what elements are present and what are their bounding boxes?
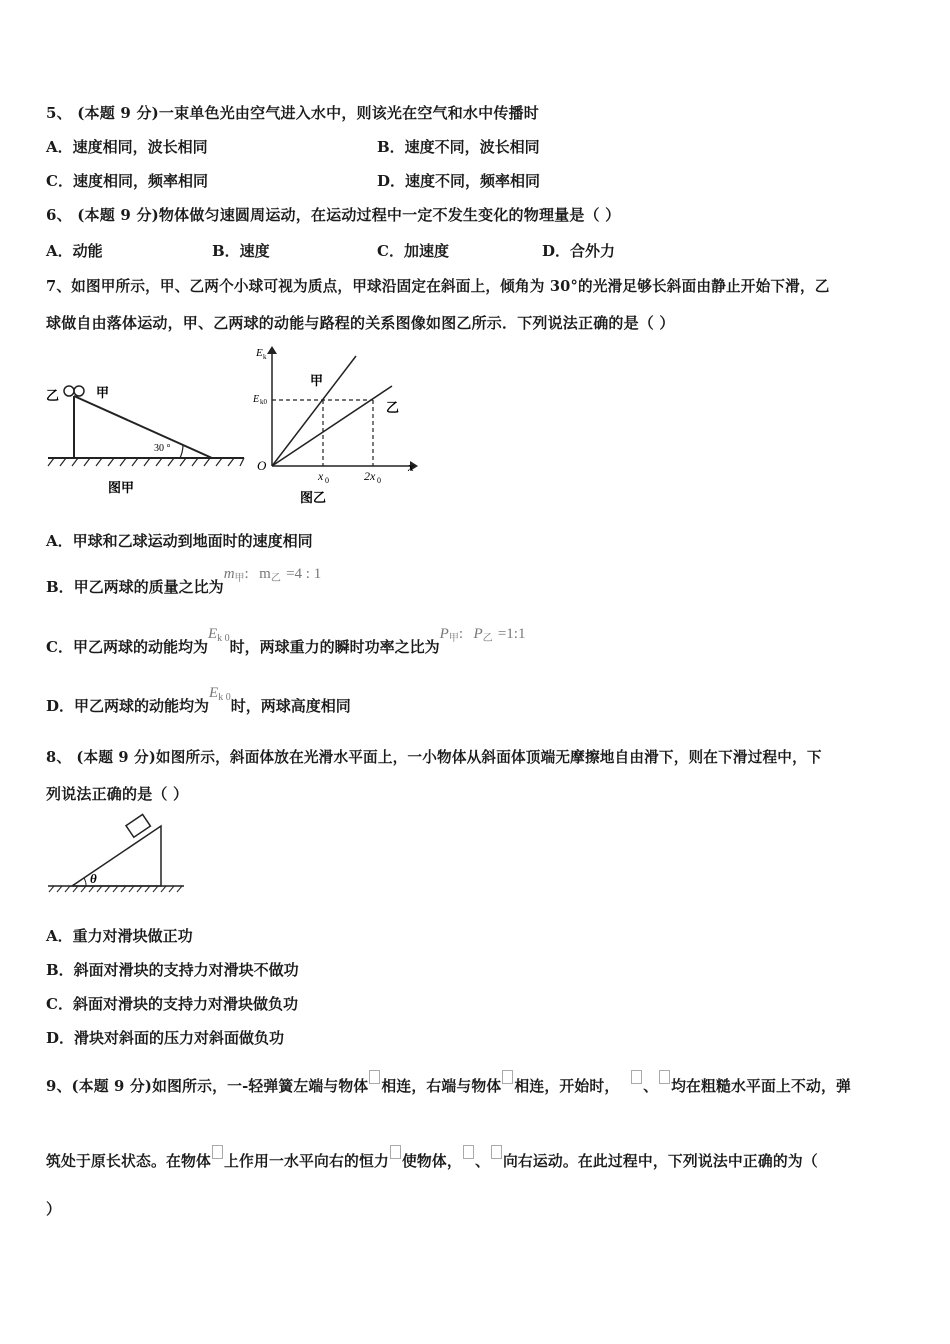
- placeholder-box: [212, 1145, 223, 1159]
- fig1-angle: 30 °: [154, 443, 171, 454]
- placeholder-box: [659, 1070, 670, 1084]
- q6-option-a: A．动能: [46, 242, 103, 260]
- q8-option-c: C．斜面对滑块的支持力对滑块做负功: [46, 995, 298, 1013]
- sliding-block: [126, 814, 150, 837]
- q8-figure-incline: [46, 812, 186, 897]
- q7-stem-line2: 球做自由落体运动，甲、乙两球的动能与路程的关系图像如图乙所示．下列说法正确的是（ ）: [46, 314, 675, 332]
- fig2-axis-y: E: [256, 347, 263, 359]
- q8-stem-line2: 列说法正确的是（ ）: [46, 785, 189, 803]
- fig2-line-yi: 乙: [386, 400, 400, 415]
- fig2-tick2: 2x: [364, 469, 376, 483]
- fig2-tick2-sub: 0: [377, 476, 381, 485]
- q7-option-b: B．甲乙两球的质量之比为$m_甲$: $m_乙 =4$ : 1: [46, 566, 322, 596]
- q5-option-a: A．速度相同，波长相同: [46, 138, 208, 156]
- q7-figure-graph: [252, 340, 422, 510]
- q8-option-d: D．滑块对斜面的压力对斜面做负功: [46, 1029, 285, 1047]
- q7-figure-incline: [44, 370, 249, 500]
- q7-option-a: A．甲球和乙球运动到地面时的速度相同: [46, 532, 313, 550]
- fig1-label-yi: 乙: [46, 388, 60, 403]
- fig2-axis-y-sub: k: [263, 353, 267, 361]
- q7-option-d: D．甲乙两球的动能均为$E_{k 0}$时，两球高度相同: [46, 685, 351, 715]
- q6-option-b: B．速度: [212, 242, 270, 260]
- q7-option-c: C．甲乙两球的动能均为$E_{k 0}$时，两球重力的瞬时功率之比为$P_甲$: $P_乙$ =1:1: [46, 626, 526, 656]
- placeholder-box: [369, 1070, 380, 1084]
- fig2-tick1: x: [318, 469, 324, 483]
- placeholder-box: [502, 1070, 513, 1084]
- q7-stem-line1: 7、如图甲所示，甲、乙两个小球可视为质点，甲球沿固定在斜面上，倾角为 30°的光滑足够长斜面由静止开始下滑，乙: [46, 278, 830, 295]
- q5-stem: 5、 (本题 9 分)一束单色光由空气进入水中，则该光在空气和水中传播时: [46, 104, 539, 122]
- placeholder-box: [390, 1145, 401, 1159]
- q6-stem: 6、 (本题 9 分)物体做匀速圆周运动，在运动过程中一定不发生变化的物理量是（ ）: [46, 206, 621, 224]
- fig2-origin: O: [257, 458, 267, 473]
- q5-option-b: B．速度不同，波长相同: [377, 138, 540, 156]
- fig-theta: θ: [90, 871, 97, 886]
- fig2-line-jia: 甲: [310, 373, 324, 388]
- fig2-caption: 图乙: [300, 490, 327, 505]
- q8-option-a: A．重力对滑块做正功: [46, 927, 193, 945]
- line-yi: [272, 386, 392, 466]
- q8-stem-line1: 8、 (本题 9 分)如图所示，斜面体放在光滑水平面上，一小物体从斜面体顶端无摩擦地自由滑下，则在下滑过程中，下: [46, 749, 822, 766]
- q8-option-b: B．斜面对滑块的支持力对滑块不做功: [46, 961, 299, 979]
- fig2-label-ek0-sub: k0: [260, 398, 267, 406]
- fig2-tick1-sub: 0: [325, 476, 329, 485]
- q9-stem-line3: ）: [46, 1200, 62, 1218]
- q5-option-c: C．速度相同，频率相同: [46, 172, 208, 190]
- q6-option-c: C．加速度: [377, 242, 449, 260]
- fig2-axis-x: x: [408, 459, 414, 474]
- ball-yi: [64, 386, 74, 396]
- q5-option-d: D．速度不同，频率相同: [377, 172, 541, 190]
- q9-stem-line2: 筑处于原长状态。在物体 上作用一水平向右的恒力 使物体， 、 向右运动。在此过程中，下列说法中正确的为（: [46, 1150, 818, 1171]
- fig1-caption: 图甲: [108, 480, 135, 495]
- q6-option-d: D．合外力: [542, 242, 616, 260]
- placeholder-box: [491, 1145, 502, 1159]
- q9-stem-line1: 9、(本题 9 分)如图所示，一-轻弹簧左端与物体 相连，右端与物体 相连，开始时， 、 均在粗糙水平面上不动，弹: [46, 1075, 851, 1096]
- placeholder-box: [631, 1070, 642, 1084]
- fig1-label-jia: 甲: [96, 385, 110, 400]
- ball-jia: [74, 386, 84, 396]
- placeholder-box: [463, 1145, 474, 1159]
- fig2-label-ek0: E: [253, 394, 260, 405]
